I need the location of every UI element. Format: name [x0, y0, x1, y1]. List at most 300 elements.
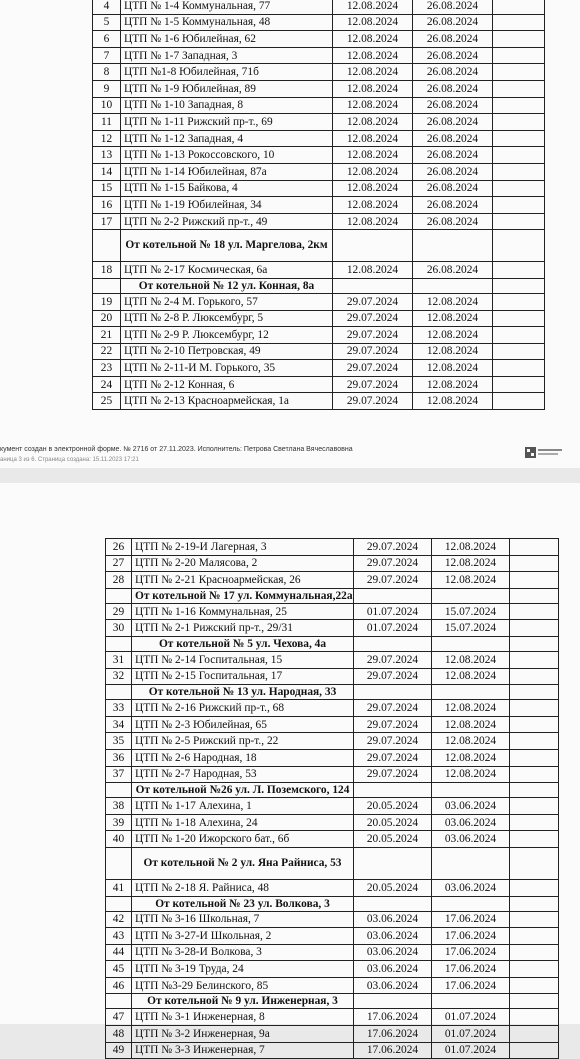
row-start-date: 29.07.2024: [354, 733, 432, 750]
row-end-date: 03.06.2024: [432, 879, 510, 896]
group-empty-cell: [432, 685, 510, 700]
row-start-date: 03.06.2024: [354, 911, 432, 928]
table-row: [106, 831, 559, 848]
row-name: ЦТП № 1-6 Юбилейная, 62: [121, 31, 333, 48]
row-end-date: 03.06.2024: [432, 798, 510, 815]
row-end-date: 26.08.2024: [413, 47, 493, 64]
row-number: 20: [93, 310, 121, 327]
row-start-date: 29.07.2024: [333, 376, 413, 393]
row-start-date: 12.08.2024: [333, 80, 413, 97]
row-end-date: 12.08.2024: [432, 572, 510, 589]
row-name: ЦТП № 1-7 Западная, 3: [121, 47, 333, 64]
row-name: ЦТП № 2-10 Петровская, 49: [121, 343, 333, 360]
row-end-date: 12.08.2024: [432, 749, 510, 766]
row-notes: [510, 911, 559, 928]
row-notes: [510, 620, 559, 637]
table-row: [93, 293, 545, 310]
row-end-date: 17.06.2024: [432, 928, 510, 945]
row-start-date: 12.08.2024: [333, 197, 413, 214]
row-notes: [493, 327, 545, 344]
table-row: [93, 180, 545, 197]
row-number: 12: [93, 130, 121, 147]
group-empty-cell: [493, 278, 545, 293]
schedule-table-page-1: [92, 0, 545, 410]
row-name: ЦТП № 1-10 Западная, 8: [121, 97, 333, 114]
row-notes: [493, 393, 545, 410]
row-start-date: 17.06.2024: [354, 1009, 432, 1026]
group-empty-cell: [510, 783, 559, 798]
row-name: ЦТП № 2-21 Красноармейская, 26: [132, 572, 354, 589]
table-row: [93, 262, 545, 279]
row-end-date: 26.08.2024: [413, 80, 493, 97]
table-row: [106, 733, 559, 750]
row-start-date: 29.07.2024: [354, 716, 432, 733]
row-start-date: 20.05.2024: [354, 814, 432, 831]
row-start-date: 12.08.2024: [333, 114, 413, 131]
row-end-date: 12.08.2024: [432, 733, 510, 750]
group-number-empty: [106, 685, 132, 700]
document-footer: кумент создан в электронной форме. № 2716 от 27.11.2023. Исполнитель: Петрова Светлана Вячеславовна: [0, 446, 353, 453]
row-name: ЦТП № 1-17 Алехина, 1: [132, 798, 354, 815]
row-number: 45: [106, 961, 132, 978]
electronic-document-logo: [524, 444, 564, 460]
row-number: 24: [93, 376, 121, 393]
row-start-date: 12.08.2024: [333, 262, 413, 279]
row-notes: [493, 376, 545, 393]
group-empty-cell: [354, 636, 432, 651]
row-start-date: 12.08.2024: [333, 64, 413, 81]
row-number: 35: [106, 733, 132, 750]
group-number-empty: [106, 588, 132, 603]
table-row: [106, 668, 559, 685]
row-number: 38: [106, 798, 132, 815]
row-end-date: 26.08.2024: [413, 14, 493, 31]
row-notes: [493, 213, 545, 230]
group-number-empty: [93, 230, 121, 262]
row-start-date: 29.07.2024: [354, 651, 432, 668]
row-number: 42: [106, 911, 132, 928]
row-end-date: 12.08.2024: [413, 376, 493, 393]
table-row: [106, 814, 559, 831]
row-end-date: 15.07.2024: [432, 603, 510, 620]
row-name: ЦТП № 2-12 Конная, 6: [121, 376, 333, 393]
row-number: 14: [93, 163, 121, 180]
row-notes: [510, 928, 559, 945]
row-notes: [493, 47, 545, 64]
row-number: 43: [106, 928, 132, 945]
row-number: 13: [93, 147, 121, 164]
row-end-date: 26.08.2024: [413, 31, 493, 48]
group-empty-cell: [510, 994, 559, 1009]
row-number: 9: [93, 80, 121, 97]
row-start-date: 29.07.2024: [354, 668, 432, 685]
row-number: 23: [93, 360, 121, 377]
row-number: 47: [106, 1009, 132, 1026]
row-number: 21: [93, 327, 121, 344]
row-name: ЦТП № 2-5 Рижский пр-т., 22: [132, 733, 354, 750]
row-number: 19: [93, 293, 121, 310]
row-start-date: 12.08.2024: [333, 31, 413, 48]
table-row: [93, 97, 545, 114]
row-name: ЦТП № 3-1 Инженерная, 8: [132, 1009, 354, 1026]
row-start-date: 12.08.2024: [333, 0, 413, 14]
table-row: [93, 80, 545, 97]
row-name: ЦТП № 2-7 Народная, 53: [132, 766, 354, 783]
table-row: [93, 213, 545, 230]
page-gap: [0, 468, 580, 483]
table-row: [93, 147, 545, 164]
table-row: [106, 555, 559, 572]
row-end-date: 01.07.2024: [432, 1042, 510, 1059]
row-end-date: 12.08.2024: [432, 716, 510, 733]
table-row: [106, 879, 559, 896]
table-row: [106, 700, 559, 717]
row-name: ЦТП № 1-15 Байкова, 4: [121, 180, 333, 197]
row-end-date: 01.07.2024: [432, 1026, 510, 1043]
row-start-date: 29.07.2024: [354, 749, 432, 766]
row-notes: [510, 603, 559, 620]
table-row: [106, 539, 559, 556]
boiler-group-header: [106, 847, 559, 879]
row-notes: [510, 539, 559, 556]
row-start-date: 12.08.2024: [333, 97, 413, 114]
row-end-date: 26.08.2024: [413, 262, 493, 279]
row-name: ЦТП № 3-2 Инженерная, 9а: [132, 1026, 354, 1043]
row-name: ЦТП № 3-28-И Волкова, 3: [132, 944, 354, 961]
row-number: 27: [106, 555, 132, 572]
row-name: ЦТП № 1-14 Юбилейная, 87а: [121, 163, 333, 180]
row-name: ЦТП № 3-27-И Школьная, 2: [132, 928, 354, 945]
row-end-date: 17.06.2024: [432, 911, 510, 928]
row-start-date: 12.08.2024: [333, 163, 413, 180]
table-row: [93, 376, 545, 393]
row-start-date: 20.05.2024: [354, 831, 432, 848]
boiler-group-header: [106, 636, 559, 651]
row-name: ЦТП № 2-13 Красноармейская, 1а: [121, 393, 333, 410]
row-notes: [510, 749, 559, 766]
table-row: [106, 749, 559, 766]
table-row: [93, 197, 545, 214]
row-notes: [510, 798, 559, 815]
group-empty-cell: [432, 636, 510, 651]
row-notes: [493, 197, 545, 214]
row-number: 7: [93, 47, 121, 64]
table-row: [93, 114, 545, 131]
row-end-date: 26.08.2024: [413, 213, 493, 230]
row-notes: [493, 163, 545, 180]
group-empty-cell: [432, 783, 510, 798]
group-number-empty: [106, 847, 132, 879]
row-number: 5: [93, 14, 121, 31]
row-name: ЦТП № 2-14 Госпитальная, 15: [132, 651, 354, 668]
row-start-date: 12.08.2024: [333, 14, 413, 31]
row-start-date: 29.07.2024: [354, 700, 432, 717]
boiler-group-header: [106, 783, 559, 798]
row-end-date: 26.08.2024: [413, 0, 493, 14]
row-start-date: 29.07.2024: [354, 539, 432, 556]
group-empty-cell: [354, 783, 432, 798]
row-end-date: 26.08.2024: [413, 180, 493, 197]
boiler-group-header: [106, 685, 559, 700]
group-empty-cell: [510, 685, 559, 700]
row-name: ЦТП №3-29 Белинского, 85: [132, 977, 354, 994]
row-number: 49: [106, 1042, 132, 1059]
row-name: ЦТП №1-8 Юбилейная, 71б: [121, 64, 333, 81]
row-name: ЦТП № 3-19 Труда, 24: [132, 961, 354, 978]
row-notes: [493, 97, 545, 114]
group-empty-cell: [510, 588, 559, 603]
group-empty-cell: [413, 278, 493, 293]
row-number: 39: [106, 814, 132, 831]
table-row: [106, 716, 559, 733]
group-empty-cell: [354, 994, 432, 1009]
row-start-date: 20.05.2024: [354, 879, 432, 896]
row-start-date: 12.08.2024: [333, 213, 413, 230]
row-number: 37: [106, 766, 132, 783]
group-empty-cell: [432, 994, 510, 1009]
row-start-date: 12.08.2024: [333, 130, 413, 147]
boiler-group-header: [93, 230, 545, 262]
table-row: [106, 1042, 559, 1059]
row-start-date: 29.07.2024: [354, 555, 432, 572]
row-start-date: 29.07.2024: [333, 343, 413, 360]
row-notes: [493, 80, 545, 97]
group-empty-cell: [354, 896, 432, 911]
row-number: 22: [93, 343, 121, 360]
row-notes: [493, 147, 545, 164]
row-start-date: 29.07.2024: [354, 766, 432, 783]
row-start-date: 12.08.2024: [333, 47, 413, 64]
row-number: 18: [93, 262, 121, 279]
row-name: ЦТП № 2-17 Космическая, 6а: [121, 262, 333, 279]
table-row: [106, 766, 559, 783]
row-number: 33: [106, 700, 132, 717]
row-start-date: 29.07.2024: [333, 310, 413, 327]
row-end-date: 17.06.2024: [432, 961, 510, 978]
boiler-group-label: От котельной № 18 ул. Маргелова, 2км: [121, 230, 333, 262]
row-end-date: 12.08.2024: [432, 766, 510, 783]
row-number: 4: [93, 0, 121, 14]
row-name: ЦТП № 1-11 Рижский пр-т., 69: [121, 114, 333, 131]
row-number: 25: [93, 393, 121, 410]
row-name: ЦТП № 2-2 Рижский пр-т., 49: [121, 213, 333, 230]
row-notes: [493, 31, 545, 48]
row-start-date: 12.08.2024: [333, 147, 413, 164]
row-end-date: 12.08.2024: [413, 393, 493, 410]
row-number: 11: [93, 114, 121, 131]
group-empty-cell: [493, 230, 545, 262]
boiler-group-label: От котельной № 17 ул. Коммунальная,22а: [132, 588, 354, 603]
row-end-date: 17.06.2024: [432, 977, 510, 994]
row-name: ЦТП № 1-16 Коммунальная, 25: [132, 603, 354, 620]
boiler-group-label: От котельной № 9 ул. Инженерная, 3: [132, 994, 354, 1009]
group-empty-cell: [354, 847, 432, 879]
row-number: 8: [93, 64, 121, 81]
row-end-date: 26.08.2024: [413, 114, 493, 131]
group-number-empty: [106, 994, 132, 1009]
group-empty-cell: [354, 588, 432, 603]
document-footer-page-info: аница 3 из 6. Страница создана: 15.11.2023 17:21: [0, 457, 139, 463]
boiler-group-header: [106, 588, 559, 603]
row-end-date: 17.06.2024: [432, 944, 510, 961]
table-row: [106, 961, 559, 978]
row-notes: [510, 879, 559, 896]
table-row: [106, 1009, 559, 1026]
row-number: 28: [106, 572, 132, 589]
row-number: 6: [93, 31, 121, 48]
row-end-date: 12.08.2024: [432, 668, 510, 685]
row-notes: [493, 180, 545, 197]
row-number: 10: [93, 97, 121, 114]
table-row: [93, 14, 545, 31]
row-name: ЦТП № 2-20 Малясова, 2: [132, 555, 354, 572]
row-start-date: 03.06.2024: [354, 944, 432, 961]
row-end-date: 03.06.2024: [432, 814, 510, 831]
row-start-date: 03.06.2024: [354, 977, 432, 994]
row-name: ЦТП № 2-11-И М. Горького, 35: [121, 360, 333, 377]
row-name: ЦТП № 3-16 Школьная, 7: [132, 911, 354, 928]
boiler-group-label: От котельной № 2 ул. Яна Райниса, 53: [132, 847, 354, 879]
table-row: [106, 1026, 559, 1043]
table-row: [106, 620, 559, 637]
table-row: [106, 928, 559, 945]
row-notes: [493, 14, 545, 31]
row-start-date: 17.06.2024: [354, 1026, 432, 1043]
row-notes: [493, 130, 545, 147]
table-row: [93, 130, 545, 147]
row-start-date: 03.06.2024: [354, 961, 432, 978]
row-start-date: 01.07.2024: [354, 620, 432, 637]
table-row: [93, 310, 545, 327]
group-empty-cell: [432, 896, 510, 911]
row-number: 26: [106, 539, 132, 556]
row-end-date: 26.08.2024: [413, 97, 493, 114]
row-end-date: 12.08.2024: [432, 539, 510, 556]
group-empty-cell: [510, 636, 559, 651]
row-name: ЦТП № 1-19 Юбилейная, 34: [121, 197, 333, 214]
row-notes: [510, 766, 559, 783]
row-start-date: 29.07.2024: [333, 293, 413, 310]
row-notes: [493, 310, 545, 327]
row-name: ЦТП № 2-3 Юбилейная, 65: [132, 716, 354, 733]
group-number-empty: [106, 636, 132, 651]
row-end-date: 03.06.2024: [432, 831, 510, 848]
row-number: 34: [106, 716, 132, 733]
table-row: [93, 360, 545, 377]
row-notes: [493, 293, 545, 310]
row-end-date: 12.08.2024: [413, 343, 493, 360]
row-notes: [510, 944, 559, 961]
row-start-date: 12.08.2024: [333, 180, 413, 197]
row-notes: [493, 360, 545, 377]
row-notes: [510, 572, 559, 589]
boiler-group-label: От котельной № 5 ул. Чехова, 4а: [132, 636, 354, 651]
row-number: 48: [106, 1026, 132, 1043]
row-number: 41: [106, 879, 132, 896]
table-row: [93, 64, 545, 81]
row-notes: [510, 716, 559, 733]
row-number: 31: [106, 651, 132, 668]
row-notes: [510, 700, 559, 717]
row-notes: [510, 831, 559, 848]
group-empty-cell: [432, 588, 510, 603]
boiler-group-label: От котельной №26 ул. Л. Поземского, 124: [132, 783, 354, 798]
row-end-date: 12.08.2024: [432, 651, 510, 668]
row-name: ЦТП № 1-4 Коммунальная, 77: [121, 0, 333, 14]
row-end-date: 12.08.2024: [432, 555, 510, 572]
row-end-date: 26.08.2024: [413, 64, 493, 81]
row-end-date: 15.07.2024: [432, 620, 510, 637]
row-end-date: 26.08.2024: [413, 130, 493, 147]
row-name: ЦТП № 3-3 Инженерная, 7: [132, 1042, 354, 1059]
row-end-date: 12.08.2024: [413, 327, 493, 344]
group-number-empty: [93, 278, 121, 293]
table-row: [106, 572, 559, 589]
row-name: ЦТП № 2-1 Рижский пр-т., 29/31: [132, 620, 354, 637]
group-empty-cell: [432, 847, 510, 879]
row-name: ЦТП № 2-6 Народная, 18: [132, 749, 354, 766]
row-notes: [493, 64, 545, 81]
row-name: ЦТП № 2-16 Рижский пр-т., 68: [132, 700, 354, 717]
table-row: [93, 343, 545, 360]
row-notes: [493, 262, 545, 279]
row-notes: [510, 814, 559, 831]
row-end-date: 12.08.2024: [432, 700, 510, 717]
row-notes: [510, 651, 559, 668]
row-name: ЦТП № 2-8 Р. Люксембург, 5: [121, 310, 333, 327]
row-end-date: 12.08.2024: [413, 293, 493, 310]
row-start-date: 20.05.2024: [354, 798, 432, 815]
row-notes: [510, 555, 559, 572]
group-empty-cell: [510, 847, 559, 879]
row-name: ЦТП № 1-12 Западная, 4: [121, 130, 333, 147]
table-row: [106, 798, 559, 815]
document-page-1: [0, 0, 580, 468]
group-empty-cell: [413, 230, 493, 262]
row-number: 15: [93, 180, 121, 197]
row-name: ЦТП № 1-9 Юбилейная, 89: [121, 80, 333, 97]
schedule-table-page-2: [105, 538, 559, 1059]
row-name: ЦТП № 2-15 Госпитальная, 17: [132, 668, 354, 685]
row-notes: [510, 668, 559, 685]
row-number: 29: [106, 603, 132, 620]
table-row: [93, 163, 545, 180]
row-notes: [510, 977, 559, 994]
row-name: ЦТП № 1-18 Алехина, 24: [132, 814, 354, 831]
table-row: [106, 911, 559, 928]
table-row: [93, 0, 545, 14]
row-name: ЦТП № 2-4 М. Горького, 57: [121, 293, 333, 310]
row-start-date: 29.07.2024: [333, 327, 413, 344]
table-row: [106, 603, 559, 620]
row-number: 17: [93, 213, 121, 230]
row-end-date: 26.08.2024: [413, 147, 493, 164]
document-page-2: [0, 483, 580, 1057]
row-start-date: 01.07.2024: [354, 603, 432, 620]
boiler-group-header: [93, 278, 545, 293]
boiler-group-label: От котельной № 12 ул. Конная, 8а: [121, 278, 333, 293]
group-number-empty: [106, 896, 132, 911]
table-row: [106, 977, 559, 994]
boiler-group-label: От котельной № 23 ул. Волкова, 3: [132, 896, 354, 911]
row-notes: [510, 733, 559, 750]
row-start-date: 29.07.2024: [333, 360, 413, 377]
row-notes: [510, 961, 559, 978]
row-notes: [493, 114, 545, 131]
row-end-date: 26.08.2024: [413, 163, 493, 180]
group-empty-cell: [333, 230, 413, 262]
row-notes: [510, 1042, 559, 1059]
